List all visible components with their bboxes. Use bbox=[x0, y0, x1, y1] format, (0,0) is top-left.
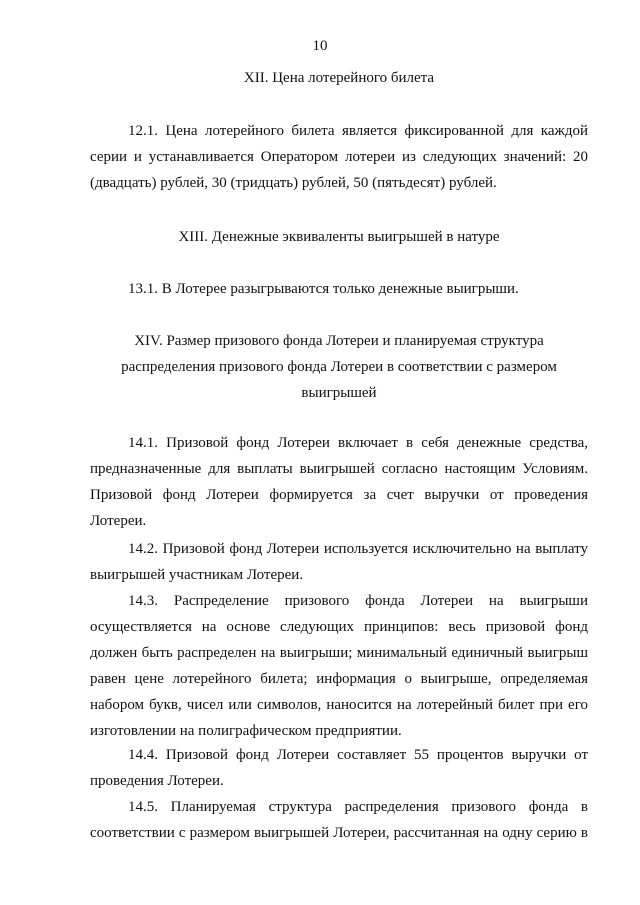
section-12-heading: XII. Цена лотерейного билета bbox=[243, 70, 435, 86]
paragraph-14-2: 14.2. Призовой фонд Лотереи используется исключительно на выплату выигрышей участникам Лотереи. bbox=[90, 541, 588, 583]
paragraph-13-1: 13.1. В Лотерее разыгрываются только денежные выигрыши. bbox=[128, 281, 519, 297]
section-13-heading: XIII. Денежные эквиваленты выигрышей в натуре bbox=[178, 229, 500, 245]
section-14-heading bbox=[90, 328, 588, 406]
page-number: 10 bbox=[312, 38, 328, 54]
section-14-heading-line-3: выигрышей bbox=[301, 385, 377, 401]
paragraph-14-4: 14.4. Призовой фонд Лотереи составляет 55 процентов выручки от проведения Лотереи. bbox=[90, 747, 588, 789]
paragraph-12-1: 12.1. Цена лотерейного билета является фиксированной для каждой серии и устанавливается Оператором лотереи из следующих значений: 20 (двадцать) рублей, 30 (тридцать) рублей, 50 (пятьдесят) рублей. bbox=[90, 123, 588, 191]
paragraph-14-3: 14.3. Распределение призового фонда Лотереи на выигрыши осуществляется на основе следующих принципов: весь призовой фонд должен быть распределен на выигрыши; минимальный единичный выигрыш равен цене лотерейного билета; информация о выигрыше, определяемая набором букв, чисел или символов, наносится на лотерейный билет при его изготовлении на полиграфическом предприятии. bbox=[90, 593, 588, 739]
section-14-heading-line-1: XIV. Размер призового фонда Лотереи и планируемая структура bbox=[134, 333, 544, 349]
section-14-heading-line-2: распределения призового фонда Лотереи в соответствии с размером bbox=[121, 359, 557, 375]
paragraph-14-1: 14.1. Призовой фонд Лотереи включает в себя денежные средства, предназначенные для выплаты выигрышей согласно настоящим Условиям. Призовой фонд Лотереи формируется за счет выручки от проведения Лотереи. bbox=[90, 435, 588, 529]
paragraph-14-5: 14.5. Планируемая структура распределения призового фонда в соответствии с размером выигрышей Лотереи, рассчитанная на одну серию в bbox=[90, 799, 588, 841]
